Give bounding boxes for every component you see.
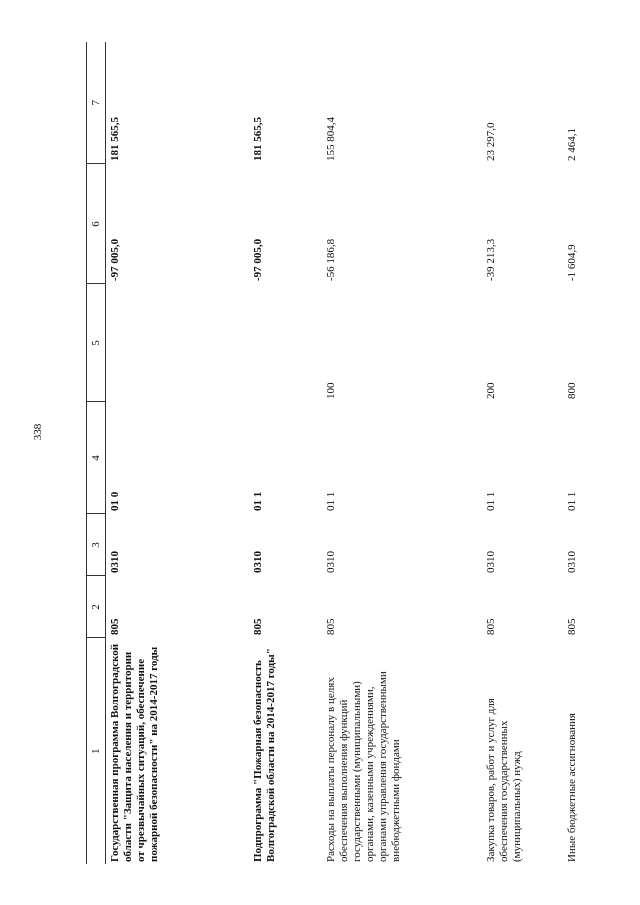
cell-c3: 0310 bbox=[485, 551, 497, 573]
cell-c6: -39 213,3 bbox=[485, 238, 497, 281]
column-header: 4 bbox=[87, 402, 106, 514]
cell-c2: 805 bbox=[566, 618, 578, 635]
column-header: 6 bbox=[87, 164, 106, 284]
cell-c6: -97 005,0 bbox=[252, 238, 264, 281]
cell-c7: 23 297,0 bbox=[485, 122, 497, 161]
cell-c5: 800 bbox=[566, 382, 578, 399]
cell-c4: 01 1 bbox=[252, 491, 264, 511]
cell-c4: 01 1 bbox=[566, 491, 578, 511]
cell-c6: -97 005,0 bbox=[109, 238, 121, 281]
cell-c7: 181 565,5 bbox=[252, 117, 264, 161]
row-name: Подпрограмма "Пожарная безопасность Волгоградской области на 2014-2017 годы" bbox=[252, 648, 277, 862]
row-name: Государственная программа Волгоградской области "Защита населения и территории от чрезвычайных ситуаций, обеспечение пожарной безопасности" на 2014-2017 годы bbox=[109, 643, 160, 862]
cell-c2: 805 bbox=[325, 618, 337, 635]
cell-c4: 01 1 bbox=[485, 491, 497, 511]
cell-c3: 0310 bbox=[109, 551, 121, 573]
page-number: 338 bbox=[32, 423, 44, 441]
cell-c6: -1 604,9 bbox=[566, 244, 578, 281]
cell-c2: 805 bbox=[109, 618, 121, 635]
cell-c3: 0310 bbox=[566, 551, 578, 573]
cell-c5: 200 bbox=[485, 382, 497, 399]
row-name: Закупка товаров, работ и услуг для обеспечения государственных (муниципальных) нужд bbox=[485, 698, 523, 862]
cell-c7: 181 565,5 bbox=[109, 117, 121, 161]
header-row bbox=[87, 42, 106, 864]
cell-c5: 100 bbox=[325, 382, 337, 399]
column-header: 5 bbox=[87, 284, 106, 402]
cell-c2: 805 bbox=[252, 618, 264, 635]
budget-table bbox=[86, 42, 596, 864]
cell-c2: 805 bbox=[485, 618, 497, 635]
table-row bbox=[322, 42, 482, 864]
row-name: Расходы на выплаты персоналу в целях обеспечения выполнения функций государственными (муниципальными) органами, казенными учреждениями, органами управления государственными внебюджетными фондами bbox=[325, 671, 402, 862]
column-header: 1 bbox=[87, 638, 106, 864]
cell-c5 bbox=[106, 284, 250, 402]
cell-c4: 01 1 bbox=[325, 491, 337, 511]
column-header: 7 bbox=[87, 42, 106, 164]
column-header: 3 bbox=[87, 514, 106, 576]
table-row bbox=[563, 42, 596, 864]
cell-c7: 2 464,1 bbox=[566, 128, 578, 161]
row-name: Иные бюджетные ассигнования bbox=[566, 713, 578, 862]
column-header: 2 bbox=[87, 576, 106, 638]
cell-c5 bbox=[249, 284, 322, 402]
table-row bbox=[106, 42, 250, 864]
table-row bbox=[482, 42, 563, 864]
table-row bbox=[249, 42, 322, 864]
cell-c3: 0310 bbox=[252, 551, 264, 573]
cell-c7: 155 804,4 bbox=[325, 117, 337, 161]
rotated-page-content bbox=[86, 42, 613, 864]
cell-c3: 0310 bbox=[325, 551, 337, 573]
cell-c6: -56 186,8 bbox=[325, 238, 337, 281]
cell-c4: 01 0 bbox=[109, 491, 121, 511]
